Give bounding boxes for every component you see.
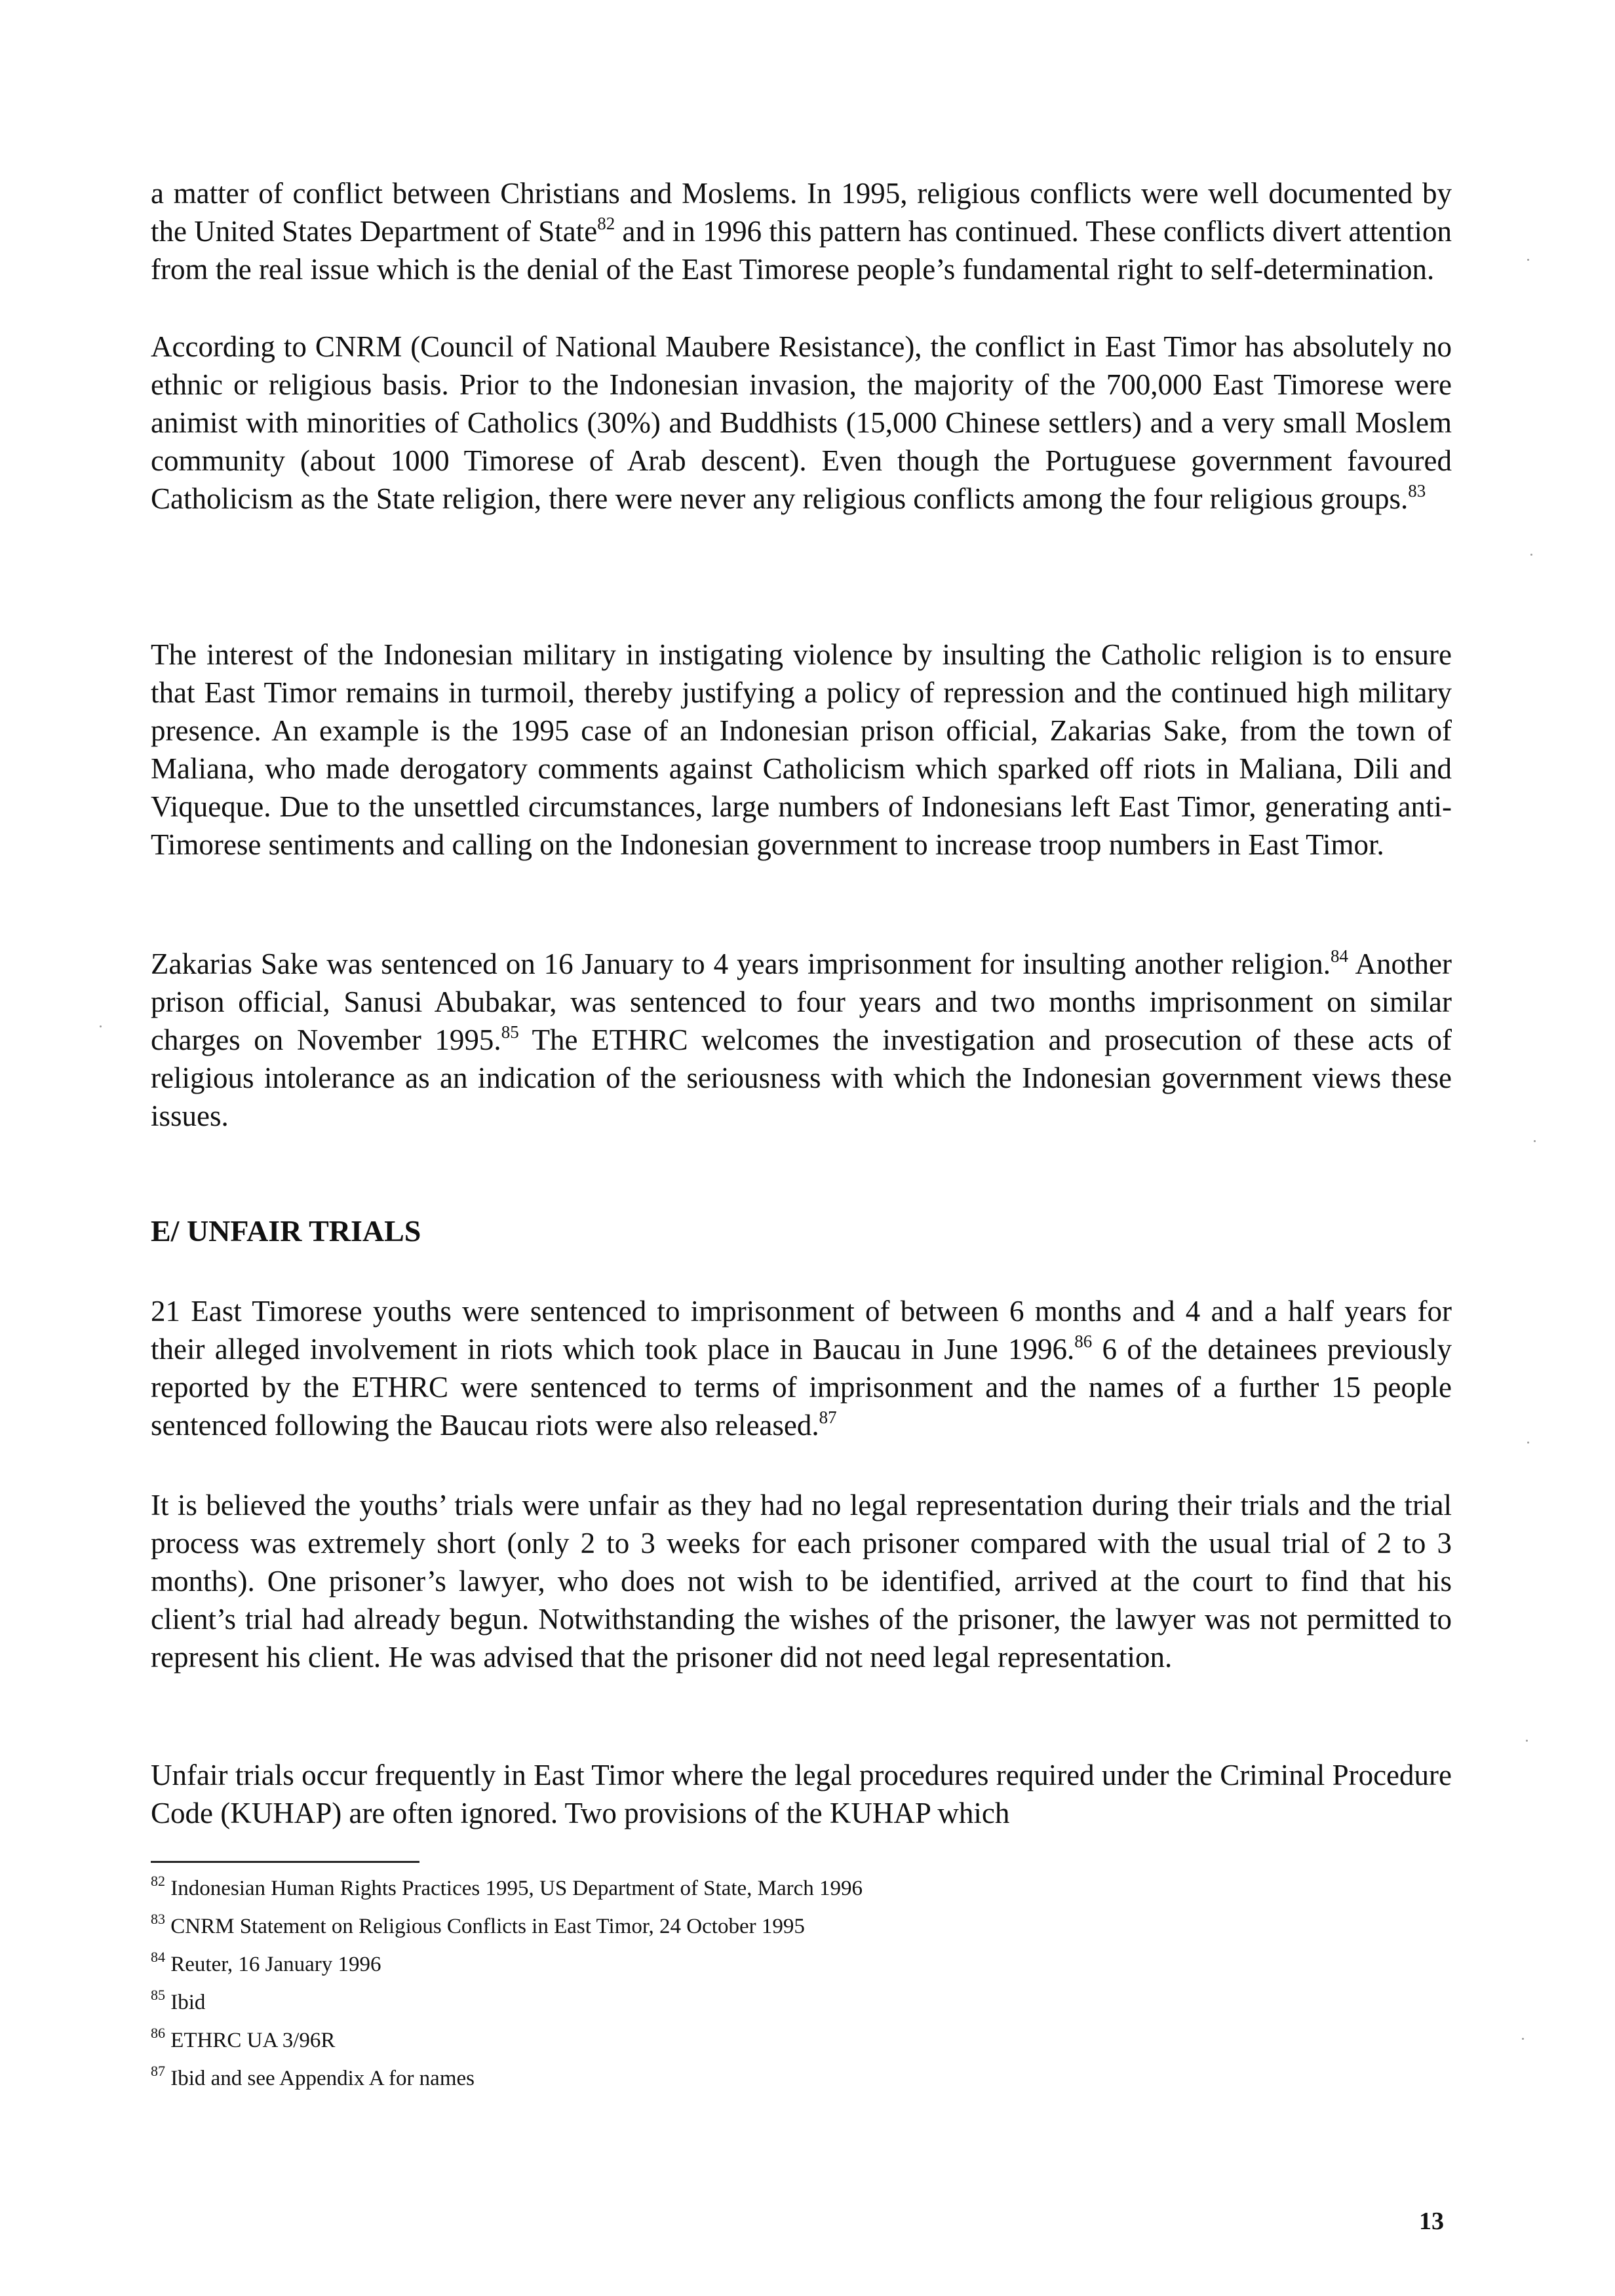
footnote-ref: 85 (501, 1022, 519, 1042)
paragraph-text: a matter of conflict between Christians and Moslems. In 1995, religious conflicts were well documented by the United States Department of State (151, 177, 1452, 248)
footnote-86 (151, 2027, 1452, 2065)
paragraph-text: According to CNRM (Council of National Maubere Resistance), the conflict in East Timor has absolutely no ethnic or religious basis. Prior to the Indonesian invasion, the majority of the 700,000 East Timorese were animist with minorities of Catholics (30%) and Buddhists (15,000 Chinese settlers) and a very small Moslem community (about 1000 Timorese of Arab descent). Even though the Portuguese government favoured Catholicism as the State religion, there were never any religious conflicts among the four religious groups. (151, 330, 1452, 515)
scan-speck (100, 1025, 102, 1027)
footnote-84 (151, 1951, 1452, 1989)
paragraph-kuhap (151, 1756, 1452, 1832)
scan-speck (1527, 1442, 1529, 1444)
paragraph-text: Unfair trials occur frequently in East Timor where the legal procedures required under the Criminal Procedure Code (KUHAP) are often ignored. Two provisions of the KUHAP which (151, 1759, 1452, 1829)
paragraph-cnrm (151, 328, 1452, 518)
paragraph-military-interest (151, 636, 1452, 864)
footnote-text: CNRM Statement on Religious Conflicts in East Timor, 24 October 1995 (165, 1915, 805, 1938)
scan-speck (1522, 2038, 1524, 2040)
paragraph-religious-conflicts (151, 174, 1452, 288)
scan-speck (1527, 259, 1529, 261)
footnote-number: 86 (151, 2025, 165, 2041)
paragraph-text: Another prison official, Sanusi Abubakar, was sentenced to four years and two months imprisonment on similar charges on November 1995. (151, 947, 1452, 1056)
paragraph-text: 6 of the detainees previously reported by the ETHRC were sentenced to terms of imprisonment and the names of a further 15 people sentenced following the Baucau riots were also released. (151, 1333, 1452, 1442)
footnote-number: 87 (151, 2063, 165, 2079)
paragraph-text: The interest of the Indonesian military in instigating violence by insulting the Catholic religion is to ensure that East Timor remains in turmoil, thereby justifying a policy of repression and the continued high military presence. An example is the 1995 case of an Indonesian prison official, Zakarias Sake, from the town of Maliana, who made derogatory comments against Catholicism which sparked off riots in Maliana, Dili and Viqueque. Due to the unsettled circumstances, large numbers of Indonesians left East Timor, generating anti-Timorese sentiments and calling on the Indonesian government to increase troop numbers in East Timor. (151, 638, 1452, 861)
footnote-number: 84 (151, 1949, 165, 1965)
scan-speck (1526, 1740, 1528, 1742)
footnote-83 (151, 1913, 1452, 1951)
scan-speck (1530, 554, 1532, 556)
paragraph-zakarias-sake (151, 945, 1452, 1135)
footnote-87 (151, 2065, 1452, 2103)
footnote-ref: 83 (1408, 481, 1426, 501)
paragraph-text: It is believed the youths’ trials were unfair as they had no legal representation during their trials and the trial process was extremely short (only 2 to 3 weeks for each prisoner compared with the usual trial of 2 to 3 months). One prisoner’s lawyer, who does not wish to be identified, arrived at the court to find that his client’s trial had already begun. Notwithstanding the wishes of the prisoner, the lawyer was not permitted to represent his client. He was advised that the prisoner did not need legal representation. (151, 1489, 1452, 1674)
footnote-number: 83 (151, 1911, 165, 1927)
paragraph-unfair-youth-trials (151, 1486, 1452, 1676)
footnote-82 (151, 1875, 1452, 1913)
footnote-ref: 82 (597, 214, 615, 233)
footnote-ref: 87 (819, 1407, 837, 1427)
footnote-number: 85 (151, 1987, 165, 2003)
paragraph-text: Zakarias Sake was sentenced on 16 January to 4 years imprisonment for insulting another religion. (151, 947, 1331, 980)
paragraph-text: and in 1996 this pattern has continued. These conflicts divert attention from the real issue which is the denial of the East Timorese people’s fundamental right to self-determination. (151, 215, 1452, 286)
paragraph-text: The ETHRC welcomes the investigation and prosecution of these acts of religious intolerance as an indication of the seriousness with which the Indonesian government views these issues. (151, 1024, 1452, 1132)
page-number: 13 (1419, 2208, 1444, 2235)
scan-speck (1534, 1140, 1536, 1142)
footnote-separator (151, 1861, 419, 1863)
footnote-85 (151, 1989, 1452, 2027)
footnote-ref: 86 (1074, 1331, 1093, 1351)
footnotes (151, 1875, 1452, 2103)
paragraph-text: 21 East Timorese youths were sentenced to imprisonment of between 6 months and 4 and a half years for their alleged involvement in riots which took place in Baucau in June 1996. (151, 1295, 1452, 1366)
footnote-ref: 84 (1331, 946, 1349, 966)
footnote-text: Indonesian Human Rights Practices 1995, US Department of State, March 1996 (165, 1877, 863, 1900)
paragraph-baucau-sentences (151, 1292, 1452, 1444)
footnote-number: 82 (151, 1873, 165, 1889)
footnote-text: Ibid (165, 1991, 206, 2014)
footnote-text: Ibid and see Appendix A for names (165, 2067, 475, 2090)
section-heading: E/ UNFAIR TRIALS (151, 1214, 421, 1248)
footnote-text: ETHRC UA 3/96R (165, 2029, 336, 2052)
footnote-text: Reuter, 16 January 1996 (165, 1953, 381, 1976)
